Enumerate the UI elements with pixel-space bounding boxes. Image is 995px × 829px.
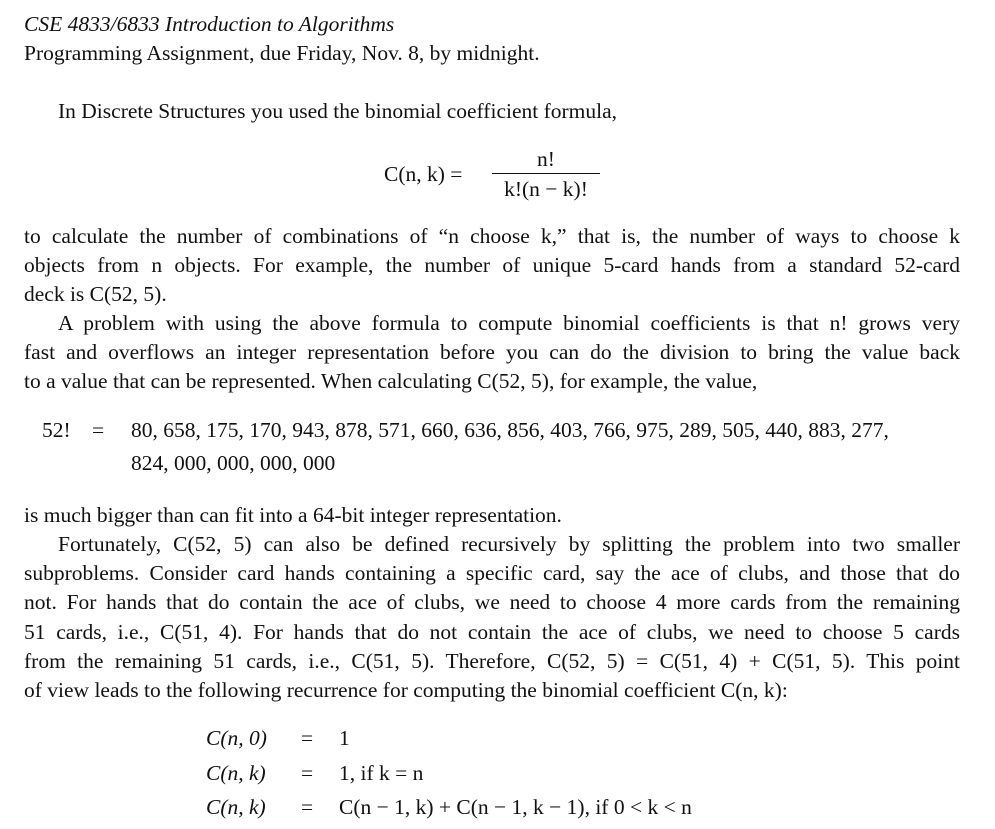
fraction-bar [492,173,600,174]
factorial-value-line: 80, 658, 175, 170, 943, 878, 571, 660, 636, 856, 403, 766, 975, 289, 505, 440, 883, 277, [131,418,889,442]
factorial-value-line: 824, 000, 000, 000, 000 [131,451,336,475]
factorial-label: 52! [42,418,71,442]
paragraph-combinations [24,222,960,310]
factorial-equals: = [92,418,105,442]
paragraph-line: of view leads to the following recurrence for computing the binomial coefficient C(n, k): [24,678,788,703]
intro-line: In Discrete Structures you used the binomial coefficient formula, [58,99,618,123]
recurrence-equals: = [301,761,314,785]
paragraph-recursive [24,530,960,705]
recurrence-equals: = [301,795,314,819]
formula-numerator: n! [537,147,555,171]
paragraph-line: deck is C(52, 5). [24,282,167,307]
paragraph-line: Fortunately, C(52, 5) can also be defined recursively by splitting the problem into two smaller [58,532,960,556]
assignment-due-line: Programming Assignment, due Friday, Nov. 8, by midnight. [24,41,540,65]
recurrence-rhs: 1 [339,726,350,750]
paragraph-line: fast and overflows an integer representation before you can do the division to bring the value back [24,340,960,365]
paragraph-line: from the remaining 51 cards, i.e., C(51, 5). Therefore, C(52, 5) = C(51, 4) + C(51, 5). This point [24,648,960,673]
recurrence-rhs: 1, if k = n [339,761,424,785]
paragraph-line: not. For hands that do contain the ace of clubs, we need to choose 4 more cards from the remaining [24,590,960,615]
paragraph-line: to a value that can be represented. When calculating C(52, 5), for example, the value, [24,369,758,394]
course-title: CSE 4833/6833 Introduction to Algorithms [24,12,395,36]
formula-denominator: k!(n − k)! [504,177,588,201]
recurrence-lhs: C(n, k) [206,761,266,785]
recurrence-equals: = [301,726,314,750]
recurrence-lhs: C(n, 0) [206,726,267,750]
paragraph-line: to calculate the number of combinations of “n choose k,” that is, the number of ways to choose k [24,224,960,248]
formula-lhs: C(n, k) = [384,162,463,186]
paragraph-line: subproblems. Consider card hands containing a specific card, say the ace of clubs, and those that do [24,561,960,586]
recurrence-lhs: C(n, k) [206,795,266,819]
paragraph-64bit [24,501,960,530]
paragraph-line: A problem with using the above formula to compute binomial coefficients is that n! grows very [58,311,960,335]
paragraph-overflow [24,309,960,397]
formula-fraction [492,146,600,202]
paragraph-line: objects from n objects. For example, the number of unique 5-card hands from a standard 52-card [24,253,960,278]
recurrence-rhs: C(n − 1, k) + C(n − 1, k − 1), if 0 < k < n [339,795,692,819]
paragraph-line: 51 cards, i.e., C(51, 4). For hands that do not contain the ace of clubs, we need to choose 5 cards [24,619,960,644]
paragraph-line: is much bigger than can fit into a 64-bit integer representation. [24,503,562,527]
